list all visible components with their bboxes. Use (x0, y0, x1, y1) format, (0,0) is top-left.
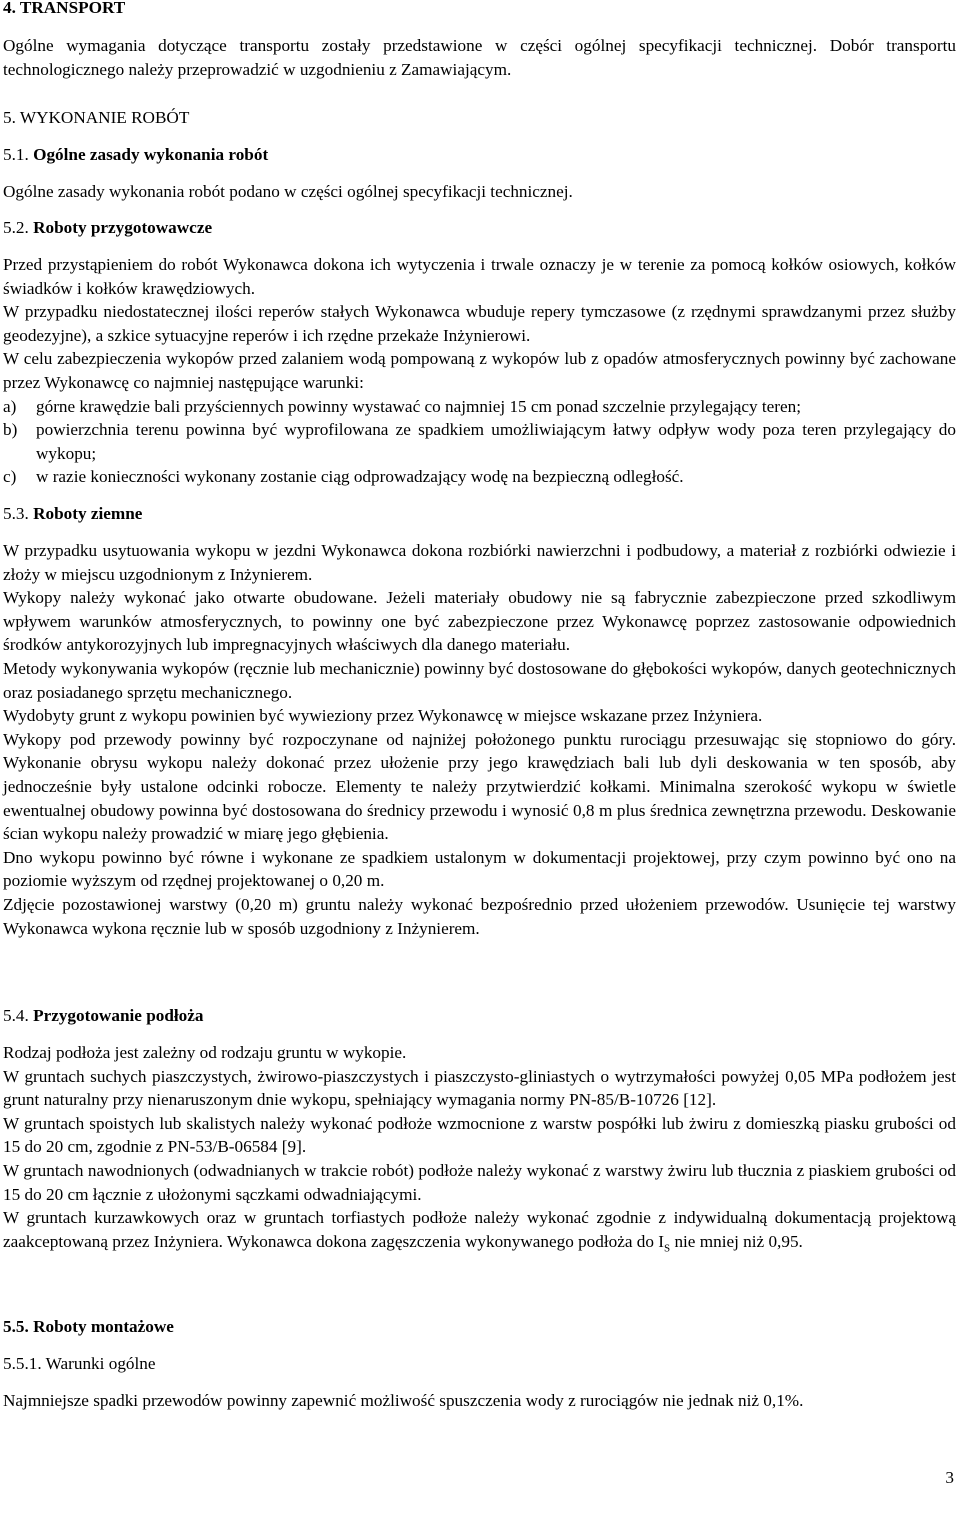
section-5-4-paragraph-5 (3, 1206, 956, 1261)
section-5-1-number: 5.1. (3, 145, 29, 164)
section-5-3-heading (3, 502, 142, 526)
section-5-5-heading (3, 1315, 174, 1339)
section-5-4-last-end: nie mniej niż 0,95. (670, 1231, 803, 1251)
section-5-heading: 5. WYKONANIE ROBÓT (3, 108, 190, 127)
list-item-label: b) (3, 420, 18, 440)
section-4-paragraph: Ogólne wymagania dotyczące transportu zostały przedstawione w części ogólnej specyfikacji technicznej. Dobór transportu technologicznego należy przeprowadzić w uzgodnieniu z Zamawiającym. (3, 36, 956, 79)
section-5-2-title: Roboty przygotowawcze (33, 218, 213, 237)
section-5-4-heading (3, 1004, 204, 1028)
list-item-text: górne krawędzie bali przyściennych powinny wystawać co najmniej 15 cm ponad szczelnie przylegający teren; (36, 396, 802, 416)
section-5-5-title: Roboty montażowe (33, 1317, 174, 1336)
list-item-text: powierzchnia terenu powinna być wyprofilowana ze spadkiem umożliwiającym łatwy odpływ wody poza teren przylegający do wykopu; (36, 420, 956, 463)
section-5-2-number: 5.2. (3, 218, 29, 237)
section-5-5-1-number: 5.5.1. (3, 1354, 42, 1373)
section-5-4-body (3, 1041, 956, 1261)
section-5-4-paragraph-4: W gruntach nawodnionych (odwadnianych w trakcie robót) podłoże należy wykonać z warstwy żwiru lub tłucznia z piaskiem grubości od 15 do 20 cm łącznie z ułożonymi sączkami odwadniającymi. (3, 1160, 956, 1204)
section-5-3-paragraph-1: W przypadku usytuowania wykopu w jezdni Wykonawca dokona rozbiórki nawierzchni i podbudowy, a materiał z rozbiórki odwiezie i złoży w miejscu uzgodnionym z Inżynierem. (3, 541, 956, 584)
section-5-4-paragraph-2: W gruntach suchych piaszczystych, żwirowo-piaszczystych i piaszczysto-gliniastych o wytrzymałości powyżej 0,05 MPa podłożem jest grunt naturalny przy nienaruszonym dnie wykopu, spełniający wymagania normy PN-85/B-10726 [12]. (3, 1066, 956, 1110)
section-5-4-title: Przygotowanie podłoża (33, 1006, 204, 1025)
section-5-3-paragraph-3: Metody wykonywania wykopów (ręcznie lub mechanicznie) powinny być dostosowane do głębokości wykopów, danych geotechnicznych oraz posiadanego sprzętu mechanicznego. (3, 658, 956, 702)
section-5-3-paragraph-2: Wykopy należy wykonać jako otwarte obudowane. Jeżeli materiały obudowy nie są fabrycznie zabezpieczone przed szkodliwym wpływem warunków atmosferycznych, to powinny one być zabezpieczone przez Wykonawcę poprzez zastosowanie odpowiednich środków antykorozyjnych lub impregnacyjnych właściwych dla danego materiału. (3, 588, 956, 655)
section-5-3-paragraph-5: Wykopy pod przewody powinny być rozpoczynane od najniżej położonego punktu rurociągu przesuwając się stopniowo do góry. Wykonanie obrysu wykopu należy dokonać przez ułożenie przy jego krawędziach bali lub dyli deskowania w ten sposób, aby jednocześnie były ustalone odcinki robocze. Elementy te należy przytwierdzić kołkami. Minimalna szerokość wykopu w świetle ewentualnej obudowy powinna być dostosowana do średnicy przewodu i wynosić 0,8 m plus średnica zewnętrzna przewodu. Deskowanie ścian wykopu należy prowadzić w miarę jego głębienia. (3, 729, 956, 844)
section-5-3-paragraph-4: Wydobyty grunt z wykopu powinien być wywieziony przez Wykonawcę w miejsce wskazane przez Inżyniera. (3, 706, 763, 726)
list-item-a (3, 395, 956, 419)
section-5-1-title: Ogólne zasady wykonania robót (33, 145, 269, 164)
section-5-3-number: 5.3. (3, 504, 29, 523)
section-5-5-1-paragraph: Najmniejsze spadki przewodów powinny zapewnić możliwość spuszczenia wody z rurociągów nie jednak niż 0,1%. (3, 1391, 804, 1410)
section-5-4-paragraph-1: Rodzaj podłoża jest zależny od rodzaju gruntu w wykopie. (3, 1043, 407, 1062)
section-5-5-number: 5.5. (3, 1317, 29, 1336)
list-item-text: w razie konieczności wykonany zostanie ciąg odprowadzający wodę na bezpieczną odległość. (36, 467, 684, 487)
section-5-3-title: Roboty ziemne (33, 504, 143, 523)
section-5-5-1-title: Warunki ogólne (45, 1354, 156, 1373)
section-5-2-paragraph-2: W przypadku niedostatecznej ilości reperów stałych Wykonawca wbuduje repery tymczasowe (z rzędnymi sprawdzanymi przez służby geodezyjne), a szkice sytuacyjne reperów i ich rzędne przekaże Inżynierowi. (3, 302, 956, 345)
section-5-1-paragraph: Ogólne zasady wykonania robót podano w części ogólnej specyfikacji technicznej. (3, 182, 573, 201)
section-5-3-paragraph-6: Dno wykopu powinno być równe i wykonane ze spadkiem ustalonym w dokumentacji projektowej, przy czym powinno być ono na poziomie wyższym od rzędnej projektowanej o 0,20 m. (3, 847, 956, 891)
section-5-5-1-heading (3, 1352, 156, 1376)
list-item-b (3, 418, 956, 465)
section-5-2-paragraph-1: Przed przystąpieniem do robót Wykonawca dokona ich wytyczenia i trwale oznaczy je w terenie za pomocą kołków osiowych, kołków świadków i kołków krawędziowych. (3, 255, 956, 298)
section-5-2-body (3, 253, 956, 489)
section-4-heading: 4. TRANSPORT (3, 0, 126, 17)
section-5-2-paragraph-3: W celu zabezpieczenia wykopów przed zalaniem wodą pompowaną z wykopów lub z opadów atmosferycznych powinny być zachowane przez Wykonawcę co najmniej następujące warunki: (3, 349, 956, 392)
list-item-c (3, 465, 956, 489)
page-number: 3 (945, 1468, 954, 1487)
list-item-label: a) (3, 396, 17, 416)
section-5-1-heading (3, 143, 268, 167)
section-5-4-paragraph-3: W gruntach spoistych lub skalistych należy wykonać podłoże wzmocnione z warstw pospółki lub żwiru z domieszką piasku grubości od 15 do 20 cm, zgodnie z PN-53/B-06584 [9]. (3, 1113, 956, 1157)
section-5-4-number: 5.4. (3, 1006, 29, 1025)
section-5-4-subscript: S (664, 1242, 671, 1255)
list-item-label: c) (3, 467, 17, 487)
section-5-3-paragraph-7: Zdjęcie pozostawionej warstwy (0,20 m) gruntu należy wykonać bezpośrednio przed ułożeniem przewodów. Usunięcie tej warstwy Wykonawca wykona ręcznie lub w sposób uzgodniony z Inżynierem. (3, 894, 956, 938)
section-5-3-body (3, 539, 956, 940)
section-5-4-last-text: W gruntach kurzawkowych oraz w gruntach torfiastych podłoże należy wykonać zgodnie z indywidualną dokumentacją projektową zaakceptowaną przez Inżyniera. Wykonawca dokona zagęszczenia wykonywanego podłoża do I (3, 1208, 956, 1251)
section-5-2-heading (3, 216, 212, 240)
